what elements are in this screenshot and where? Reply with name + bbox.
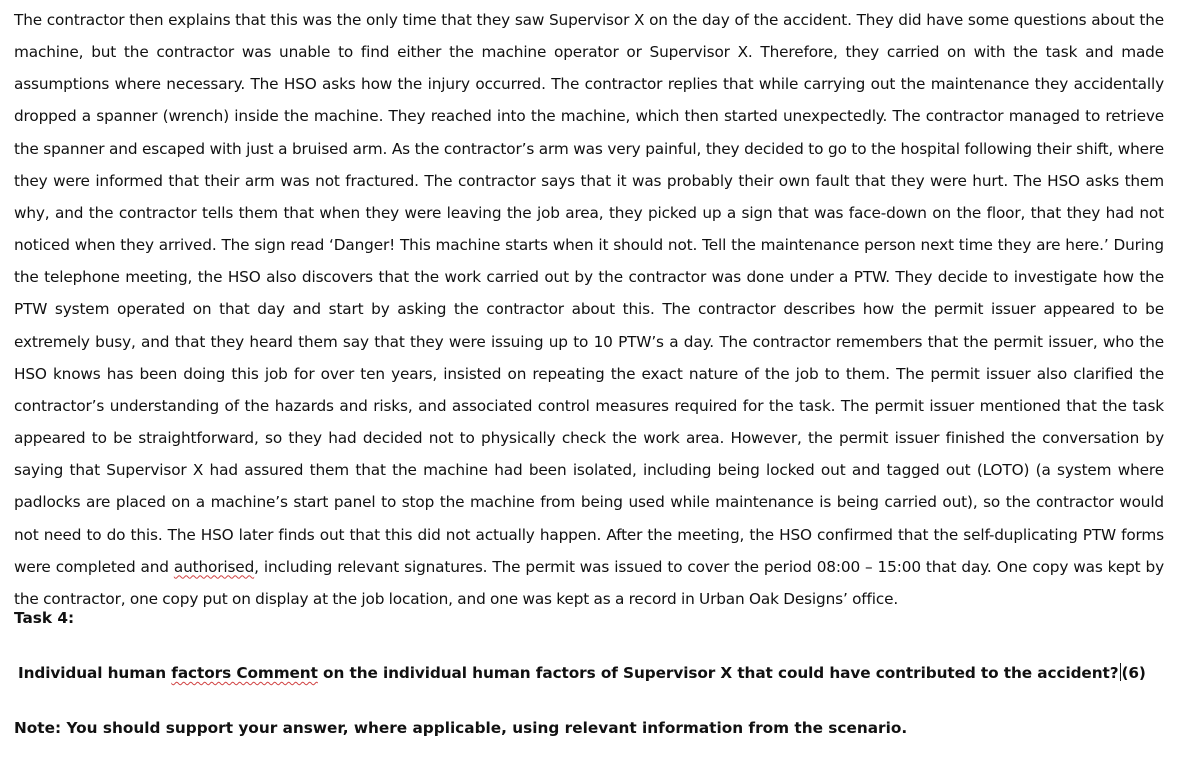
scenario-text: The contractor then explains that this was the only time that they saw Supervisor X on the day of the accident. They did have some questions about the machine, but the contractor was unable to find either the machine operator or Supervisor X. Therefore, they carried on with the task and made assumptions where necessary. The HSO asks how the injury occurred. The contractor replies that while carrying out the maintenance they accidentally dropped a spanner (wrench) inside the machine. They reached into the machine, which then started unexpectedly. The contractor managed to retrieve the spanner and escaped with just a bruised arm. As the contractor’s arm was very painful, they decided to go to the hospital following their shift, where they were informed that their arm was not fractured. The contractor says that it was probably their own fault that they were hurt. The HSO asks them why, and the contractor tells them that when they were leaving the job area, they picked up a sign that was face-down on the floor, that they had not noticed when they arrived. The sign read ‘Danger! This machine starts when it should not. Tell the maintenance person next time they are here.’ During the telephone meeting, the HSO also discovers that the work carried out by the contractor was done under a PTW. They decide to investigate how the PTW system operated on that day and start by asking the contractor about this. The contractor describes how the permit issuer appeared to be extremely busy, and that they heard them say that they were issuing up to 10 PTW’s a day. The contractor remembers that the permit issuer, who the HSO knows has been doing this job for over ten years, insisted on repeating the exact nature of the job to them. The permit issuer also clarified the contractor’s understanding of the hazards and risks, and associated control measures required for the task. The permit issuer mentioned that the task appeared to be straightforward, so they had decided not to physically check the work area. However, the permit issuer finished the conversation by saying that Supervisor X had assured them that the machine had been isolated, including being locked out and tagged out (LOTO) (a system where padlocks are placed on a machine’s start panel to stop the machine from being used while maintenance is being carried out), so the contractor would not need to do this. The HSO later finds out that this did not actually happen. After the meeting, the HSO confirmed that the self-duplicating PTW forms were completed and xyxy=(14,11,1164,576)
question-text: on the individual human factors of Supervisor X that could have contributed to the accident? xyxy=(317,664,1119,682)
text-cursor xyxy=(1120,663,1121,681)
grammar-flag-factors-comment[interactable]: factors Comment xyxy=(171,664,318,682)
spelling-flag-authorised[interactable]: authorised xyxy=(173,557,255,576)
task-heading: Task 4: xyxy=(14,609,75,627)
question-marks: (6) xyxy=(1121,664,1146,682)
note-text: Note: You should support your answer, where applicable, using relevant information from the scenario. xyxy=(14,719,908,737)
scenario-text-end: , including relevant signatures. The permit was issued to cover the period 08:00 – 15:00 that day. One copy was kept by the contractor, one copy put on display at the job location, and one was kept as a record in Urban Oak Designs’ office. xyxy=(14,557,1164,608)
task-question[interactable] xyxy=(18,659,1146,687)
question-prefix: Individual human xyxy=(18,664,172,682)
document-body[interactable] xyxy=(14,4,1164,737)
scenario-paragraph[interactable] xyxy=(14,4,1164,615)
